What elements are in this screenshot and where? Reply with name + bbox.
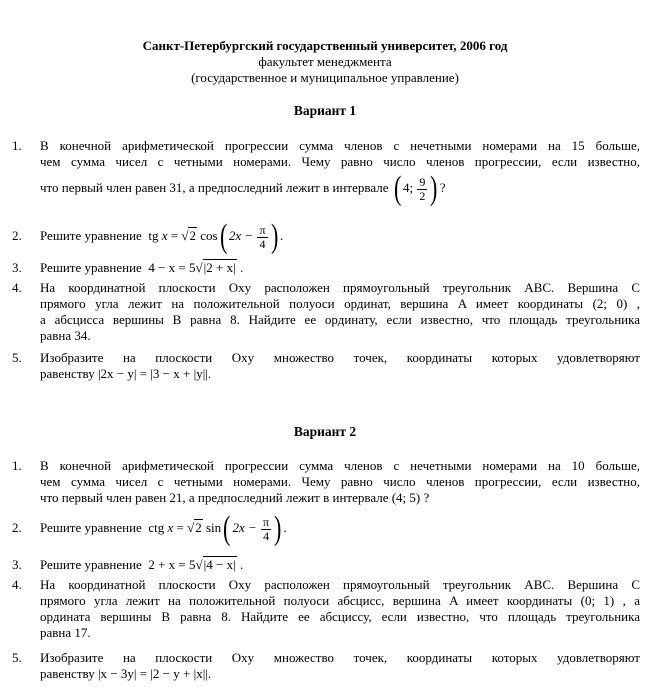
radicand: |2 + x|: [203, 260, 236, 275]
problem-number: 3.: [12, 260, 22, 275]
problem-line: На координатной плоскости Oxy расположен прямоугольный треугольник ABC. Вершина C: [40, 577, 640, 592]
equation: 2 + x = 5: [148, 557, 196, 572]
problem-number: 2.: [12, 520, 22, 535]
problem-line: а абсцисса вершины B равна 8. Найдите ее ординату, если известно, что площадь треугольника: [40, 312, 640, 327]
problem-line: чем сумма чисел с четными номерами. Чему равно число членов прогрессии, если известно,: [40, 154, 640, 169]
problem-text: [40, 280, 640, 344]
problem-line: равенству |x − 3y| = |2 − y + |x||.: [40, 666, 212, 681]
problem-line: На координатной плоскости Oxy расположен прямоугольный треугольник ABC. Вершина C: [40, 280, 640, 295]
right-paren-glyph: ): [430, 170, 438, 207]
problem-text: [40, 220, 640, 254]
variant-1-title: Вариант 1: [293, 103, 357, 118]
problem-line: что первый член равен 31, а предпоследний лежит в интервале: [40, 179, 389, 195]
problem-line: ордината вершины B равна 8. Найдите ее абсциссу, если известно, что площадь треугольника: [40, 609, 640, 624]
radicand: 2: [189, 227, 196, 243]
radicand: 2: [195, 519, 202, 535]
period: .: [283, 519, 287, 535]
problem-line-with-interval: [40, 172, 640, 206]
fraction-numerator: 9: [419, 174, 426, 189]
problem-line: равна 34.: [40, 328, 91, 343]
problem-text: [40, 138, 640, 206]
trig-function: tg: [148, 227, 159, 243]
problem-line: чем сумма чисел с четными номерами. Чему равно число членов прогрессии, если известно,: [40, 474, 640, 489]
problem-line: В конечной арифметической прогрессии сумма членов с нечетными номерами на 10 больше,: [40, 458, 640, 473]
problem-number: 1.: [12, 458, 22, 473]
problem-line: Изобразите на плоскости Oxy множество точек, координаты которых удовлетворяют: [40, 350, 640, 365]
problem-line: В конечной арифметической прогрессии сумма членов с нечетными номерами на 15 больше,: [40, 138, 640, 153]
problem-text: [40, 577, 640, 641]
fraction: [417, 176, 427, 203]
problem-text: [40, 350, 640, 382]
variant-2-title: Вариант 2: [293, 424, 357, 439]
variable: x: [167, 519, 174, 535]
right-paren-glyph: ): [270, 218, 278, 255]
argument: 2x −: [228, 227, 254, 243]
variable: x: [161, 227, 168, 243]
equals-sign: =: [176, 519, 184, 535]
problem-lead: Решите уравнение: [40, 227, 142, 243]
problem-line: что первый член равен 21, а предпоследний лежит в интервале (4; 5) ?: [40, 490, 430, 505]
problem-line: равна 17.: [40, 625, 91, 640]
left-paren-glyph: (: [219, 218, 227, 255]
faculty-line: факультет менеджмента: [258, 54, 392, 69]
problem-lead: Решите уравнение: [40, 557, 142, 572]
trig-function: cos: [200, 227, 218, 243]
problem-text: [40, 458, 640, 506]
problem-number: 2.: [12, 228, 22, 243]
fraction: [257, 224, 267, 251]
equation: 4 − x = 5: [148, 260, 196, 275]
problem-line: Изобразите на плоскости Oxy множество точек, координаты которых удовлетворяют: [40, 650, 640, 665]
problem-line: прямого угла лежит на положительной полуоси ординат, вершина A имеет координаты (2; 0) ,: [40, 296, 640, 311]
trig-function: sin: [205, 519, 222, 535]
problem-number: 4.: [12, 577, 22, 592]
radicand: |4 − x|: [203, 557, 236, 572]
problem-text: [40, 260, 640, 276]
fraction-denominator: 4: [259, 236, 266, 251]
fraction-numerator: π: [259, 222, 266, 237]
interval-start: 4;: [403, 179, 414, 195]
problem-lead: Решите уравнение: [40, 260, 142, 275]
problem-line: равенству |2x − y| = |3 − x + |y||.: [40, 366, 212, 381]
period: .: [239, 260, 244, 275]
square-root: √2: [181, 227, 196, 243]
left-paren-glyph: (: [223, 510, 231, 547]
trig-function: ctg: [148, 519, 165, 535]
square-root: √2: [187, 519, 202, 535]
problem-line: прямого угла лежит на положительной полуоси абсцисс, вершина A имеет координаты (0; 1) , а: [40, 593, 640, 608]
problem-lead: Решите уравнение: [40, 519, 142, 535]
problem-number: 5.: [12, 350, 22, 365]
argument: 2x −: [232, 519, 257, 535]
fraction-denominator: 4: [263, 528, 270, 543]
right-paren-glyph: ): [274, 510, 282, 547]
period: .: [279, 227, 284, 243]
fraction-numerator: π: [263, 514, 270, 529]
question-mark: ?: [439, 179, 446, 195]
equals-sign: =: [170, 227, 179, 243]
square-root: √|2 + x|: [195, 260, 236, 275]
problem-number: 4.: [12, 280, 22, 295]
problem-text: [40, 557, 640, 573]
problem-text: [40, 650, 640, 682]
fraction-denominator: 2: [419, 188, 426, 203]
university-title: Санкт-Петербургский государственный университет, 2006 год: [142, 38, 508, 53]
program-line: (государственное и муниципальное управление): [191, 70, 459, 85]
fraction: [261, 516, 271, 543]
problem-number: 3.: [12, 557, 22, 572]
problem-number: 1.: [12, 138, 22, 153]
square-root: √|4 − x|: [195, 557, 236, 572]
left-paren-glyph: (: [393, 170, 402, 207]
problem-number: 5.: [12, 650, 22, 665]
period: .: [239, 557, 244, 572]
problem-text: [40, 512, 640, 546]
